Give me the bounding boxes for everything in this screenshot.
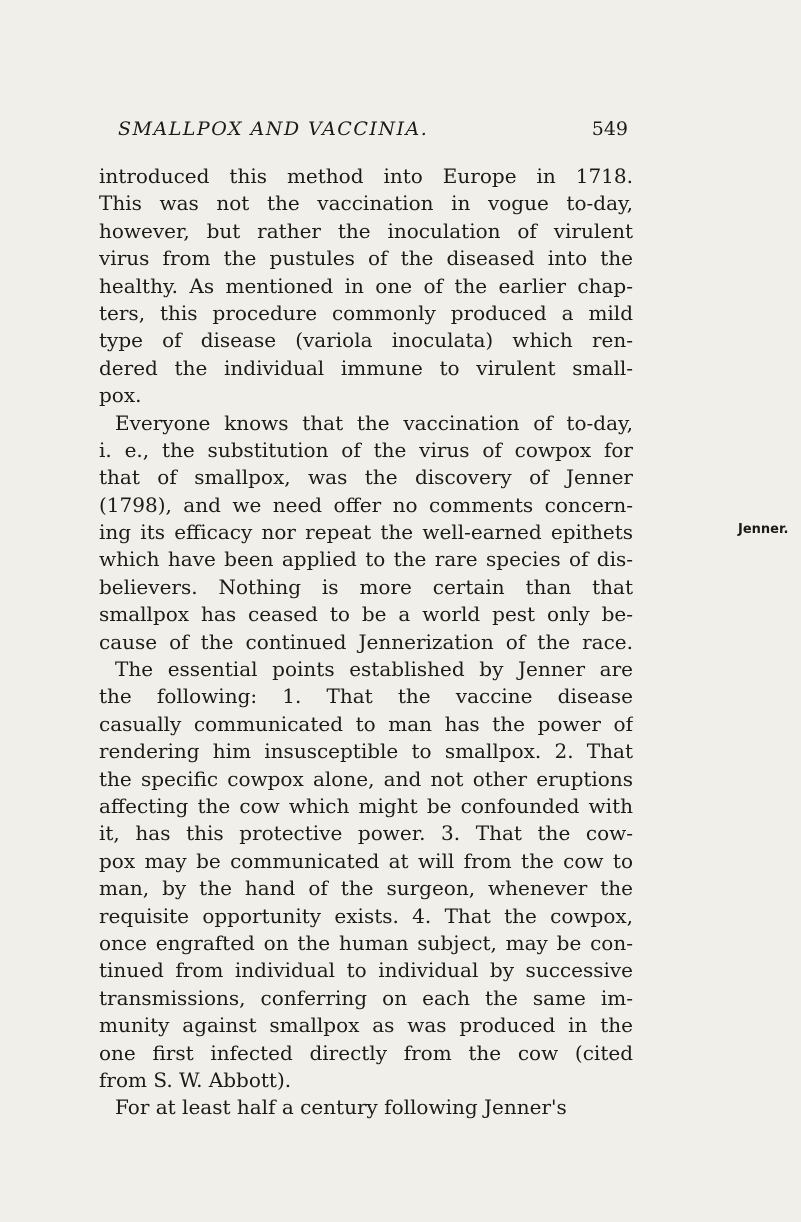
text-line: from S. W. Abbott).	[99, 1067, 292, 1092]
text-line: The essential points established by Jenner are	[115, 657, 633, 682]
text-line: believers. Nothing is more certain than that	[99, 574, 633, 599]
text-line: ing its efficacy nor repeat the well-earned epithets	[99, 520, 633, 545]
text-line: virus from the pustules of the diseased into the	[99, 246, 633, 271]
text-line: (1798), and we need offer no comments concern-	[99, 492, 633, 517]
text-line: dered the individual immune to virulent small-	[99, 355, 633, 380]
text-line: introduced this method into Europe in 1718.	[99, 164, 633, 188]
text-line: one first infected directly from the cow (cited	[99, 1040, 633, 1065]
text-line: which have been applied to the rare species of dis-	[99, 547, 633, 572]
text-line: however, but rather the inoculation of virulent	[99, 218, 633, 243]
text-line: pox.	[99, 383, 142, 408]
running-title: SMALLPOX AND VACCINIA.	[118, 118, 429, 140]
text-line: affecting the cow which might be confounded with	[99, 793, 633, 818]
margin-note: Jenner.	[738, 522, 789, 537]
text-line: transmissions, conferring on each the same im-	[99, 985, 633, 1010]
text-line: casually communicated to man has the power of	[99, 711, 633, 736]
body-text	[99, 163, 633, 1122]
text-line: the specific cowpox alone, and not other eruptions	[99, 766, 633, 791]
text-line: ters, this procedure commonly produced a mild	[99, 300, 633, 325]
page-number: 549	[591, 118, 628, 140]
text-line: Everyone knows that the vaccination of to-day,	[115, 410, 633, 435]
text-line: smallpox has ceased to be a world pest only be-	[99, 602, 633, 627]
text-line: i. e., the substitution of the virus of cowpox for	[99, 437, 633, 462]
text-line: cause of the continued Jennerization of the race.	[99, 629, 633, 654]
text-line: man, by the hand of the surgeon, whenever the	[99, 876, 633, 901]
text-line: pox may be communicated at will from the cow to	[99, 848, 633, 873]
text-line: once engrafted on the human subject, may be con-	[99, 930, 633, 955]
text-line: healthy. As mentioned in one of the earlier chap-	[99, 273, 633, 298]
running-header	[112, 118, 628, 144]
text-line: that of smallpox, was the discovery of Jenner	[99, 465, 633, 490]
text-line: rendering him insusceptible to smallpox. 2. That	[99, 739, 633, 764]
text-line: it, has this protective power. 3. That the cow-	[99, 821, 633, 846]
text-line: tinued from individual to individual by successive	[99, 958, 633, 983]
text-line: type of disease (variola inoculata) which ren-	[99, 328, 633, 353]
text-line: munity against smallpox as was produced in the	[99, 1013, 633, 1038]
text-line: the following: 1. That the vaccine disease	[99, 684, 633, 709]
text-line: requisite opportunity exists. 4. That the cowpox,	[99, 903, 633, 928]
text-line: This was not the vaccination in vogue to-day,	[99, 191, 633, 216]
text-line: For at least half a century following Jenner's	[115, 1095, 567, 1120]
